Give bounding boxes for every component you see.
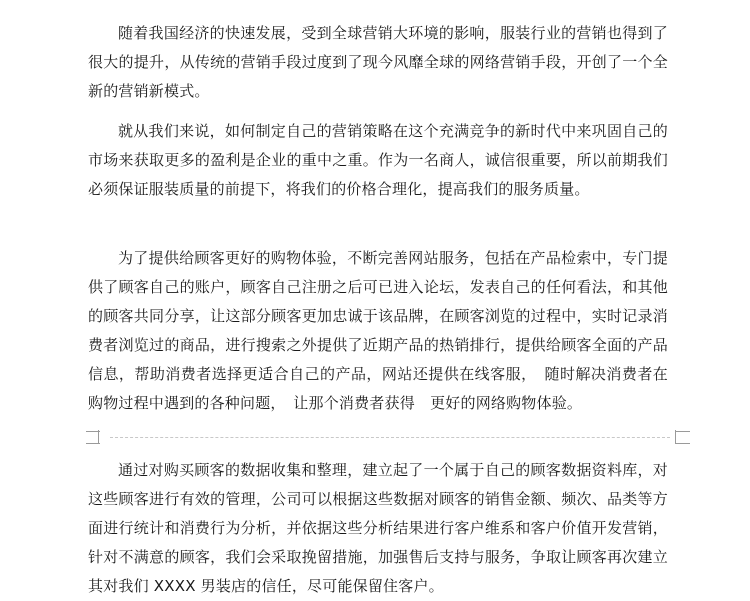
page-margin-tick-left: [98, 430, 99, 444]
page-break-rule: [110, 437, 670, 438]
paragraph-3: 为了提供给顾客更好的购物体验，不断完善网站服务，包括在产品检索中，专门提供了顾客自己的账户，顾客自己注册之后可已进入论坛，发表自己的任何看法，和其他的顾客共同分享，让这部分顾客更加忠诚于该品牌，在顾客浏览的过程中，实时记录消费者浏览过的商品，进行搜索之外提供了近期产品的热销排行，提供给顾客全面的产品信息，帮助消费者选择更适合自己的产品，网站还提供在线客服， 随时解决消费者在购物过程中遇到的各种问题， 让那个消费者获得 更好的网络购物体验。: [88, 249, 668, 412]
page-margin-mark-right: [676, 431, 690, 444]
page-break-divider: [0, 430, 750, 444]
paragraph-4: 通过对购买顾客的数据收集和整理，建立起了一个属于自己的顾客数据资料库，对这些顾客进行有效的管理，公司可以根据这些数据对顾客的销售金额、频次、品类等方面进行统计和消费行为分析，并依据这些分析结果进行客户维系和客户价值开发营销，针对不满意的顾客，我们会采取挽留措施，加强售后支持与服务，争取让顾客再次建立其对我们 XXXX 男装店的信任，尽可能保留住客户。: [88, 461, 668, 595]
paragraph-1: 随着我国经济的快速发展，受到全球营销大环境的影响，服装行业的营销也得到了很大的提升，从传统的营销手段过度到了现今风靡全球的网络营销手段，开创了一个全新的营销新模式。: [88, 24, 668, 100]
paragraph-2: 就从我们来说，如何制定自己的营销策略在这个充满竞争的新时代中来巩固自己的市场来获取更多的盈利是企业的重中之重。作为一名商人，诚信很重要，所以前期我们必须保证服装质量的前提下，将我们的价格合理化，提高我们的服务质量。: [88, 122, 668, 198]
